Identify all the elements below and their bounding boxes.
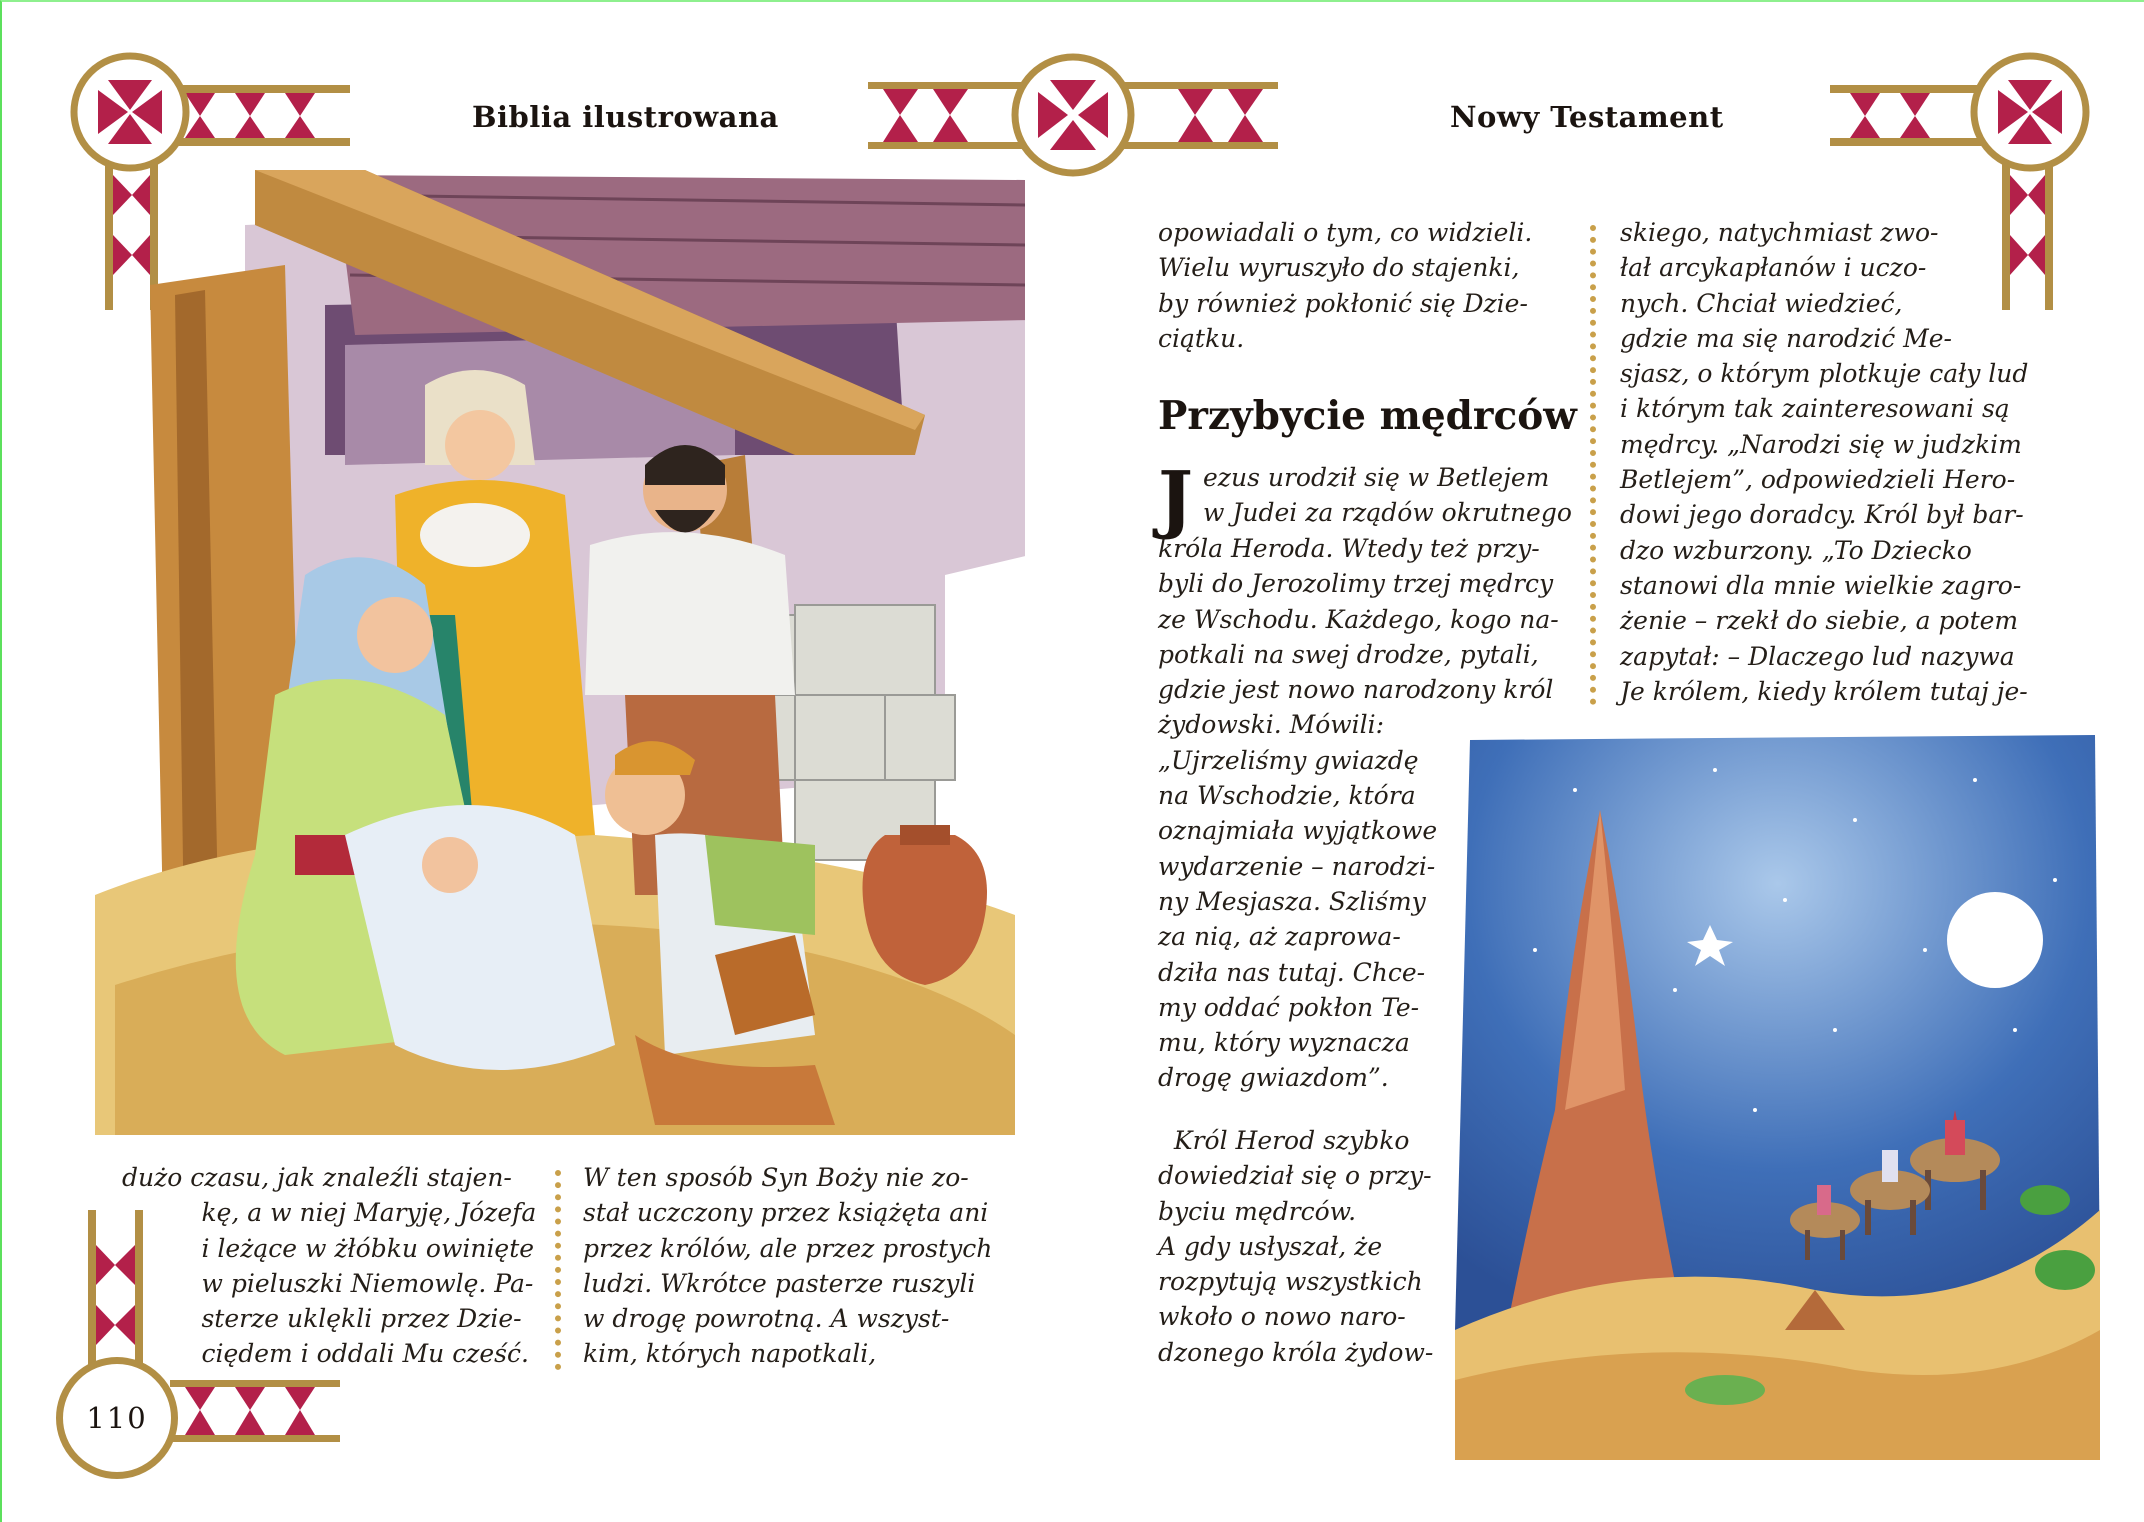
magi-illustration [1455,730,2100,1460]
nativity-illustration [95,135,1025,1135]
column-divider-right [1590,225,1596,705]
page-number: 110 [56,1357,178,1479]
right-column-1-top: opowiadali o tym, co widzieli. Wielu wyruszyło do stajenki, by również pokłonić się Dzie- ciątku. [1158,218,1533,353]
header-left-title: Biblia ilustrowana [472,100,779,134]
column-divider-left [555,1170,561,1370]
right-column-1-paragraph-2: Król Herod szybko dowiedział się o przy- byciu mędrców. A gdy usłyszał, że rozpytują wszystkich wkoło o nowo naro- dzonego króla żydow- [1158,1126,1434,1367]
left-column-2: W ten sposób Syn Boży nie zo- stał uczczony przez książęta ani przez królów, ale przez prostych ludzi. Wkrótce pasterze ruszyli w drogę powrotną. A wszyst- kim, których napotkali, [583,1163,993,1369]
left-column-1: dużo czasu, jak znaleźli stajen- kę, a w niej Maryję, Józefa i leżące w żłóbku owinięte w pieluszki Niemowlę. Pa- sterze uklękli przez Dzie- ciędem i oddali Mu cześć. [122,1163,537,1369]
header-right-title: Nowy Testament [1450,100,1724,134]
drop-cap: J [1158,456,1194,542]
section-heading: Przybycie mędrców [1158,393,1577,439]
dropcap-lines: ezus urodził się w Betlejem w Judei za rządów okrutnego [1203,463,1572,528]
right-column-1-body: króla Heroda. Wtedy też przy- byli do Jerozolimy trzej mędrcy ze Wschodu. Każdego, kogo na- potkali na swej drodze, pytali, gdzie jest nowo narodzony król żydowski. Mówili: „Ujrzeliśmy gwiazdę na Wschodzie, która oznajmiała wyjątkowe wydarzenie – narodzi- ny Mesjasza. Szliśmy za nią, aż zaprowa- dziła nas tutaj. Chce- my oddać pokłon Te- mu, który wyznacza drogę gwiazdom”. [1158,534,1559,1093]
right-column-2: skiego, natychmiast zwo- łał arcykapłanów i uczo- nych. Chciał wiedzieć, gdzie ma się narodzić Me- sjasz, o którym plotkuje cały lud i którym tak zainteresowani są mędrcy. „Narodzi się w judzkim Betlejem”, odpowiedzieli Hero- dowi jego doradcy. Król był bar- dzo wzburzony. „To Dziecko stanowi dla mnie wielkie zagro- żenie – rzekł do siebie, a potem zapytał: – Dlaczego lud nazywa Je królem, kiedy królem tutaj je- [1620,218,2029,706]
